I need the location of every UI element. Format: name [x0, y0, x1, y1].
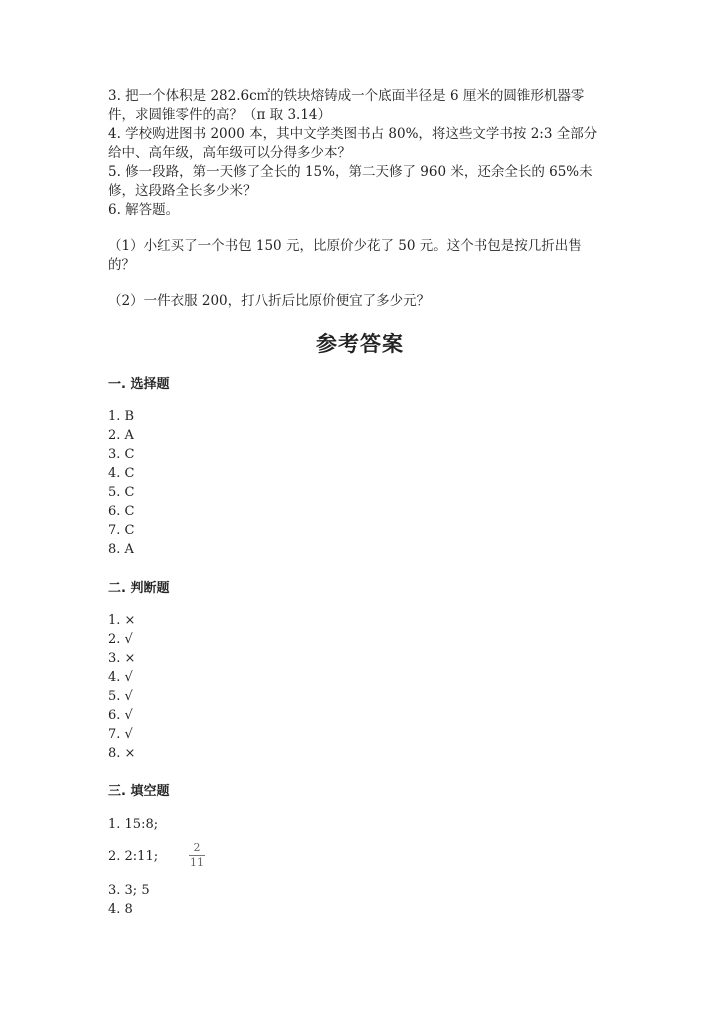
section-heading-judgement: 二. 判断题	[108, 581, 170, 596]
judgement-answer-1: 1. ×	[108, 613, 136, 628]
judgement-answer-7: 7. √	[108, 727, 133, 742]
choice-answer-8: 8. A	[108, 542, 134, 557]
question-3-line-1: 3. 把一个体积是 282.6c㎡的铁块熔铸成一个底面半径是 6 厘米的圆锥形机器零	[108, 88, 585, 104]
choice-answer-1: 1. B	[108, 409, 135, 424]
fraction-two-elevenths	[189, 842, 205, 869]
fraction-numerator: 2	[193, 841, 201, 854]
question-4-line-1: 4. 学校购进图书 2000 本，其中文学类图书占 80%，将这些文学书按 2:3 全部分	[108, 126, 598, 142]
judgement-answer-3: 3. ×	[108, 651, 136, 666]
choice-answer-5: 5. C	[108, 485, 135, 500]
judgement-answer-6: 6. √	[108, 708, 133, 723]
choice-answer-3: 3. C	[108, 447, 135, 462]
question-6-heading: 6. 解答题。	[108, 202, 180, 218]
fill-answer-3: 3. 3; 5	[108, 883, 150, 898]
choice-answer-2: 2. A	[108, 428, 134, 443]
judgement-answer-5: 5. √	[108, 689, 133, 704]
section-heading-fill-blank: 三. 填空题	[108, 784, 170, 799]
question-5-line-1: 5. 修一段路，第一天修了全长的 15%，第二天修了 960 米，还余全长的 65%未	[108, 164, 593, 180]
choice-answer-6: 6. C	[108, 504, 135, 519]
choice-answer-7: 7. C	[108, 523, 135, 538]
answer-key-title: 参考答案	[316, 332, 404, 356]
judgement-answer-8: 8. ×	[108, 746, 136, 761]
question-5-line-2: 修，这段路全长多少米？	[108, 183, 257, 199]
choice-answer-4: 4. C	[108, 466, 135, 481]
question-6-2: （2）一件衣服 200，打八折后比原价便宜了多少元？	[108, 293, 431, 309]
question-4-line-2: 给中、高年级，高年级可以分得多少本？	[108, 145, 351, 161]
fill-answer-1: 1. 15:8;	[108, 817, 159, 832]
question-6-1-line-2: 的？	[108, 257, 135, 273]
question-6-1-line-1: （1）小红买了一个书包 150 元，比原价少花了 50 元。这个书包是按几折出售	[108, 238, 582, 254]
fraction-denominator: 11	[190, 856, 204, 869]
judgement-answer-4: 4. √	[108, 670, 133, 685]
section-heading-choice: 一. 选择题	[108, 377, 170, 392]
fill-answer-4: 4. 8	[108, 902, 133, 917]
question-3-line-2: 件，求圆锥零件的高？（π 取 3.14）	[108, 107, 332, 123]
fill-answer-2: 2. 2:11;	[108, 849, 159, 864]
judgement-answer-2: 2. √	[108, 632, 133, 647]
